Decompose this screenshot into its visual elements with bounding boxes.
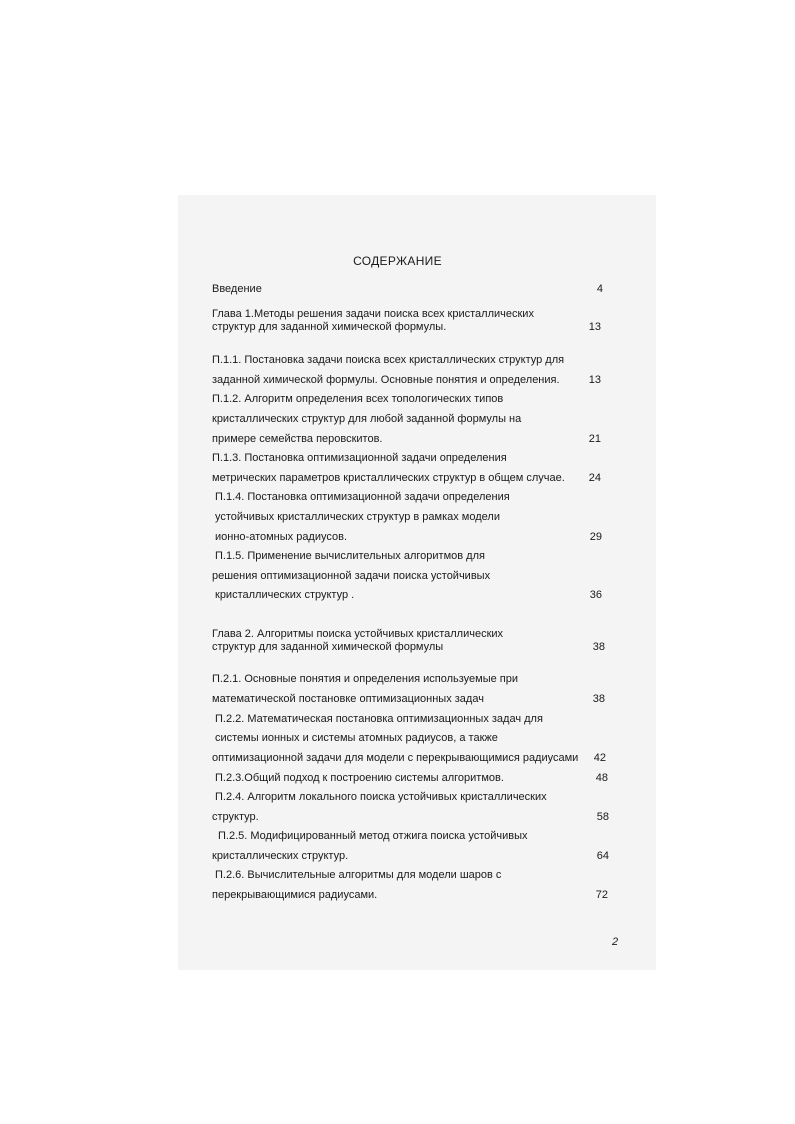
toc-line: кристаллических структур . (215, 589, 355, 601)
toc-page-number: 29 (589, 531, 602, 543)
toc-page-number: 48 (595, 772, 608, 784)
toc-page-number: 13 (588, 374, 601, 386)
toc-line: перекрывающимися радиусами. (212, 889, 378, 901)
toc-line: математической постановке оптимизационных задач (212, 693, 484, 705)
toc-line: П.2.1. Основные понятия и определения используемые при (212, 673, 519, 685)
toc-line: кристаллических структур для любой заданной формулы на (212, 413, 522, 425)
toc-line: ионно-атомных радиусов. (215, 531, 348, 543)
toc-page-number: 24 (588, 472, 601, 484)
toc-line: структур для заданной химической формулы. (212, 321, 447, 333)
page-title: СОДЕРЖАНИЕ (353, 254, 442, 268)
toc-page-number: 38 (592, 641, 605, 653)
toc-line: П.2.3.Общий подход к построению системы алгоритмов. (215, 772, 504, 784)
toc-line: Введение (212, 283, 262, 295)
toc-page-number: 36 (589, 589, 602, 601)
toc-line: П.1.4. Постановка оптимизационной задачи определения (215, 491, 510, 503)
toc-page-number: 42 (593, 752, 606, 764)
page-number: 2 (612, 936, 619, 948)
toc-line: П.1.2. Алгоритм определения всех топологических типов (212, 393, 504, 405)
toc-line: Глава 2. Алгоритмы поиска устойчивых кристаллических (212, 628, 504, 640)
toc-line: примере семейства перовскитов. (212, 433, 383, 445)
toc-line: заданной химической формулы. Основные понятия и определения. (212, 374, 560, 386)
toc-page-number: 64 (596, 850, 609, 862)
toc-line: структур для заданной химической формулы (212, 641, 444, 653)
toc-line: П.1.1. Постановка задачи поиска всех кристаллических структур для (212, 354, 565, 366)
toc-line: устойчивых кристаллических структур в рамках модели (215, 511, 500, 523)
toc-page-number: 4 (596, 283, 603, 295)
toc-line: П.2.6. Вычислительные алгоритмы для модели шаров с (215, 869, 502, 881)
toc-page-number: 58 (596, 811, 609, 823)
toc-line: кристаллических структур. (212, 850, 349, 862)
toc-page-number: 13 (588, 321, 601, 333)
toc-page-number: 38 (592, 693, 605, 705)
toc-line: П.1.5. Применение вычислительных алгоритмов для (215, 550, 485, 562)
toc-page-number: 72 (595, 889, 608, 901)
toc-line: П.2.4. Алгоритм локального поиска устойчивых кристаллических (215, 791, 547, 803)
toc-line: оптимизационной задачи для модели с перекрывающимися радиусами (212, 752, 579, 764)
toc-line: системы ионных и системы атомных радиусов, а также (215, 732, 498, 744)
toc-line: решения оптимизационной задачи поиска устойчивых (212, 570, 491, 582)
toc-line: структур. (212, 811, 259, 823)
toc-page-number: 21 (588, 433, 601, 445)
toc-line: П.1.3. Постановка оптимизационной задачи определения (212, 452, 507, 464)
toc-line: П.2.5. Модифицированный метод отжига поиска устойчивых (218, 830, 528, 842)
toc-line: Глава 1.Методы решения задачи поиска всех кристаллических (212, 308, 534, 320)
toc-line: метрических параметров кристаллических структур в общем случае. (212, 472, 565, 484)
toc-line: П.2.2. Математическая постановка оптимизационных задач для (215, 713, 543, 725)
